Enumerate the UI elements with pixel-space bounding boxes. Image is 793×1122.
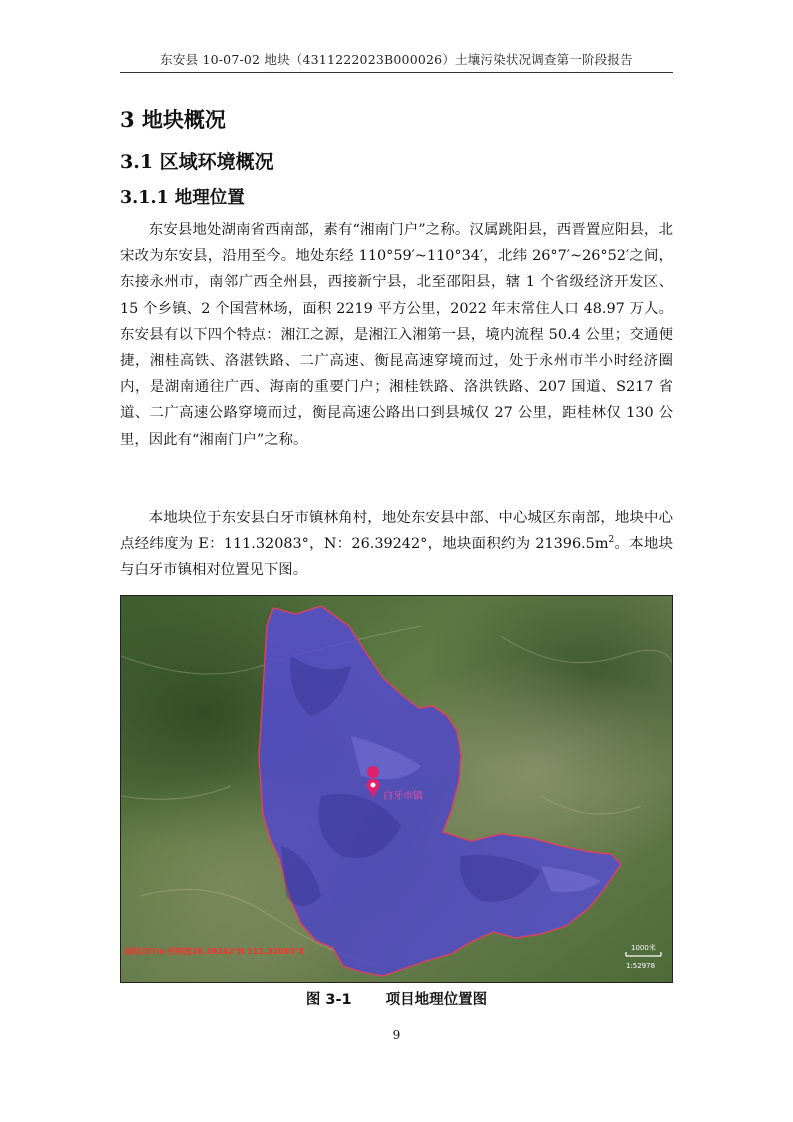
section-heading: 3.1 区域环境概况	[120, 151, 274, 173]
location-map	[120, 595, 673, 983]
paragraph-site-location	[120, 505, 673, 584]
satellite-map-image	[121, 596, 673, 983]
page-number: 9	[392, 1028, 401, 1042]
map-status-text: 高程257m 经纬度26.39242°N 111.32083°E	[124, 947, 305, 956]
figure-number: 图 3-1	[305, 992, 352, 1008]
town-label: 白牙市镇	[383, 791, 423, 802]
site-location-text-end: 。本地块与白牙市镇相对位置见下图。	[120, 536, 673, 579]
chapter-heading: 3 地块概况	[120, 107, 226, 132]
page-header: 东安县 10-07-02 地块（4311222023B000026）土壤污染状况调查第一阶段报告	[160, 52, 633, 67]
figure-caption	[0, 988, 793, 1009]
scale-label: 1000米	[631, 944, 656, 952]
zoom-label: 1:52978	[626, 962, 656, 970]
site-location-text: 本地块位于东安县白牙市镇林角村，地处东安县中部、中心城区东南部，地块中心点经纬度为 E：111.32083°，N：26.39242°，地块面积约为 21396.5m	[120, 510, 673, 553]
figure-title: 项目地理位置图	[385, 992, 488, 1008]
header-divider	[120, 72, 673, 73]
area-unit-superscript: 2	[608, 535, 615, 546]
subsection-heading: 3.1.1 地理位置	[120, 188, 245, 208]
paragraph-regional-overview: 东安县地处湖南省西南部，素有“湘南门户”之称。汉属跳阳县，西晋置应阳县，北宋改为东安县，沿用至今。地处东经 110°59′~110°34′，北纬 26°7′~26°52′之间，东接永州市，南邻广西全州县，西接新宁县，北至邵阳县，辖 1 个省级经济开发区、15 个乡镇、2 个国营林场，面积 2219 平方公里，2022 年末常住人口 48.97 万人。东安县有以下四个特点：湘江之源，是湘江入湘第一县，境内流程 50.4 公里；交通便捷，湘桂高铁、洛湛铁路、二广高速、衡昆高速穿境而过，处于永州市半小时经济圈内，是湖南通往广西、海南的重要门户；湘桂铁路、洛洪铁路、207 国道、S217 省道、二广高速公路穿境而过，衡昆高速公路出口到县城仅 27 公里，距桂林仅 130 公里，因此有“湘南门户”之称。	[120, 222, 673, 448]
